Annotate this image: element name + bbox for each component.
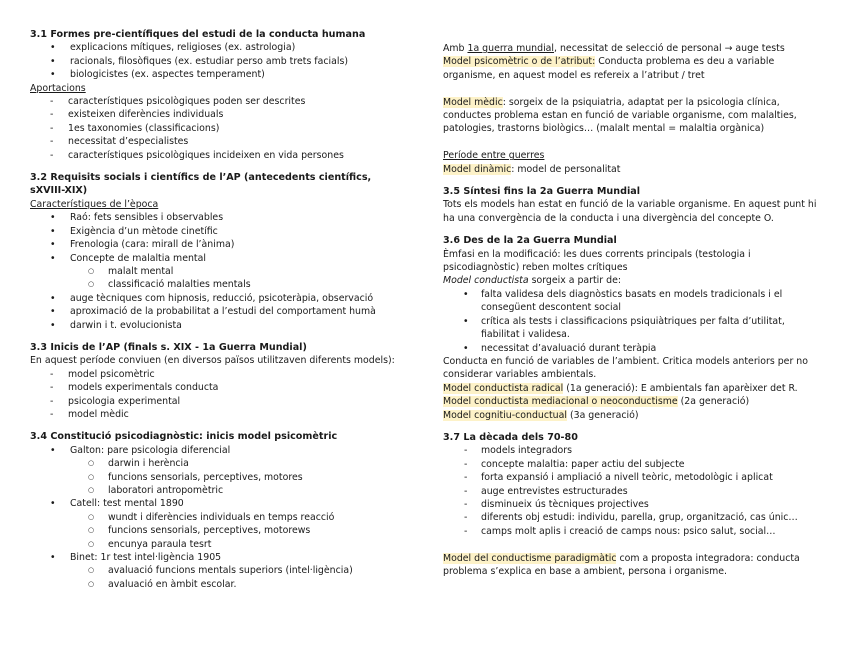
list-item: ○ laboratori antropomètric	[30, 484, 420, 497]
list-item: - concepte malaltia: paper actiu del subjecte	[443, 458, 823, 471]
highlighted-term: Model mèdic	[443, 96, 503, 108]
dash-list	[30, 95, 420, 162]
section-title: 3.5 Síntesi fins la 2a Guerra Mundial	[443, 186, 640, 198]
bullet-list	[30, 551, 420, 564]
list-item: • auge tècniques com hipnosis, reducció, psicoteràpia, observació	[30, 292, 420, 305]
highlighted-term: Model conductista radical	[443, 382, 564, 394]
list-item: ○ darwin i herència	[30, 457, 420, 470]
list-item: • Binet: 1r test intel·ligència 1905	[30, 551, 420, 564]
list-item: • Frenologia (cara: mirall de l’ànima)	[30, 238, 420, 251]
section-3-1	[30, 28, 420, 162]
list-item: • racionals, filosòfiques (ex. estudiar perso amb trets facials)	[30, 55, 420, 68]
paragraph: Conducta en funció de variables de l’ambient. Critica models anteriors per no considerar variables ambientals.	[443, 355, 808, 381]
list-item: • aproximació de la probabilitat a l’estudi del comportament humà	[30, 305, 420, 318]
paragraph: Model conductista sorgeix a partir de:	[443, 275, 622, 287]
paragraph: Model del conductisme paradigmàtic com a proposta integradora: conducta problema s’explica en base a ambient, persona i organisme.	[443, 552, 800, 577]
list-item: • darwin i t. evolucionista	[30, 319, 420, 332]
list-item: - característiques psicològiques poden ser descrites	[30, 95, 420, 108]
list-item: - model psicomètric	[30, 368, 420, 381]
list-item: - existeixen diferències individuals	[30, 108, 420, 121]
list-item: - forta expansió i ampliació a nivell teòric, metodològic i aplicat	[443, 471, 823, 484]
list-item: ○ funcions sensorials, perceptives, motores	[30, 471, 420, 484]
section-title: 3.6 Des de la 2a Guerra Mundial	[443, 235, 617, 247]
bullet-list	[30, 292, 420, 332]
section-3-7	[443, 431, 823, 578]
sub-list	[30, 457, 420, 497]
list-item: - camps molt aplis i creació de camps nous: psico salut, social…	[443, 525, 823, 538]
list-item: ○ wundt i diferències individuals en temps reacció	[30, 511, 420, 524]
list-item: - auge entrevistes estructurades	[443, 485, 823, 498]
dash-list	[30, 368, 420, 422]
list-item: ○ encunya paraula tesrt	[30, 538, 420, 551]
list-item: - característiques psicològiques incideixen en vida persones	[30, 149, 420, 162]
bullet-list	[30, 497, 420, 510]
list-item: - disminueix ús tècniques projectives	[443, 498, 823, 511]
section-3-6	[443, 234, 823, 422]
war-link-text: 1a guerra mundial	[467, 43, 555, 54]
list-item: • Raó: fets sensibles i observables	[30, 211, 420, 224]
left-column	[30, 28, 420, 600]
subheading-caracteristiques: Característiques de l’època	[30, 198, 159, 210]
list-item: ○ classificació malalties mentals	[30, 278, 420, 291]
list-item: • Galton: pare psicologia diferencial	[30, 444, 420, 457]
bullet-list	[443, 288, 823, 355]
paragraph: Èmfasi en la modificació: les dues corrents principals (testologia i psicodiagnòstic) reben moltes crítiques	[443, 248, 751, 274]
list-item: - models experimentals conducta	[30, 381, 420, 394]
list-item: • explicacions mítiques, religioses (ex. astrologia)	[30, 41, 420, 54]
section-3-2	[30, 171, 420, 332]
section-3-4	[30, 430, 420, 591]
section-title: 3.2 Requisits socials i científics de l’AP (antecedents científics, sXVIII-XIX)	[30, 172, 372, 197]
section-3-3	[30, 341, 420, 421]
paragraph: En aquest període conviuen (en diversos països utilitzaven diferents models):	[30, 355, 395, 367]
highlighted-term: Model psicomètric o de l’atribut:	[443, 56, 596, 68]
paragraph: Model mèdic: sorgeix de la psiquiatria, adaptat per la psicologia clínica, conductes problema estan en funció de variable organisme, com malalties, patologies, trastorns biològics… (malalt mental = malaltia orgànica)	[443, 96, 797, 135]
section-title: 3.1 Formes pre-científiques del estudi de la conducta humana	[30, 29, 366, 40]
bullet-list	[30, 211, 420, 265]
bullet-list	[30, 444, 420, 457]
list-item: - diferents obj estudi: individu, parella, grup, organització, cas únic…	[443, 511, 823, 524]
sub-list	[30, 564, 420, 591]
sub-list	[30, 511, 420, 551]
interwar-block	[443, 149, 823, 176]
highlighted-term: Model conductista mediacional o neoconductisme	[443, 396, 678, 408]
list-item: - necessitat d’especialistes	[30, 135, 420, 148]
section-title: 3.3 Inicis de l’AP (finals s. XIX - 1a Guerra Mundial)	[30, 341, 307, 353]
list-item: - 1es taxonomies (classificacions)	[30, 122, 420, 135]
right-column	[443, 42, 823, 578]
sub-list	[30, 265, 420, 292]
list-item: ○ avaluació funcions mentals superiors (intel·ligència)	[30, 564, 420, 577]
paragraph: Amb 1a guerra mundial, necessitat de selecció de personal → auge tests	[443, 43, 785, 54]
highlighted-term: Model del conductisme paradigmàtic	[443, 552, 617, 564]
list-item: • falta validesa dels diagnòstics basats en models tradicionals i el consegüent descontent social	[443, 288, 823, 315]
section-3-5	[443, 185, 823, 225]
highlighted-term: Model dinàmic	[443, 163, 512, 175]
paragraph: Model conductista radical (1a generació): E ambientals fan aparèixer det R.	[443, 382, 798, 394]
paragraph: Model dinàmic: model de personalitat	[443, 163, 621, 175]
section-title: 3.7 La dècada dels 70-80	[443, 431, 578, 443]
paragraph: Model cognitiu-conductual (3a generació)	[443, 409, 639, 421]
list-item: - models integradors	[443, 444, 823, 457]
list-item: • necessitat d’avaluació durant teràpia	[443, 342, 823, 355]
section-title: 3.4 Constitució psicodiagnòstic: inicis model psicomètric	[30, 431, 338, 443]
medical-model-block	[443, 96, 823, 136]
paragraph: Model conductista mediacional o neoconductisme (2a generació)	[443, 396, 750, 408]
list-item: • crítica als tests i classificacions psiquiàtriques per falta d’utilitat, fiabilitat i validesa.	[443, 315, 823, 342]
subheading-aportacions: Aportacions	[30, 82, 86, 94]
dash-list	[443, 444, 823, 538]
list-item: • Concepte de malaltia mental	[30, 252, 420, 265]
paragraph: Model psicomètric o de l’atribut: Conducta problema es deu a variable organisme, en aquest model es refereix a l’atribut / tret	[443, 56, 775, 81]
list-item: ○ funcions sensorials, perceptives, motorews	[30, 524, 420, 537]
list-item: • Exigència d’un mètode cinetífic	[30, 225, 420, 238]
list-item: - model mèdic	[30, 408, 420, 421]
paragraph: Tots els models han estat en funció de la variable organisme. En aquest punt hi ha una convergència de la conducta i una divergència del concepte O.	[443, 199, 817, 224]
subheading-periode: Període entre guerres	[443, 150, 545, 162]
bullet-list	[30, 41, 420, 81]
list-item: • biologicistes (ex. aspectes temperament)	[30, 68, 420, 81]
list-item: ○ malalt mental	[30, 265, 420, 278]
list-item: - psicologia experimental	[30, 395, 420, 408]
list-item: • Catell: test mental 1890	[30, 497, 420, 510]
list-item: ○ avaluació en àmbit escolar.	[30, 578, 420, 591]
highlighted-term: Model cognitiu-conductual	[443, 409, 567, 421]
psychometric-block	[443, 42, 823, 82]
